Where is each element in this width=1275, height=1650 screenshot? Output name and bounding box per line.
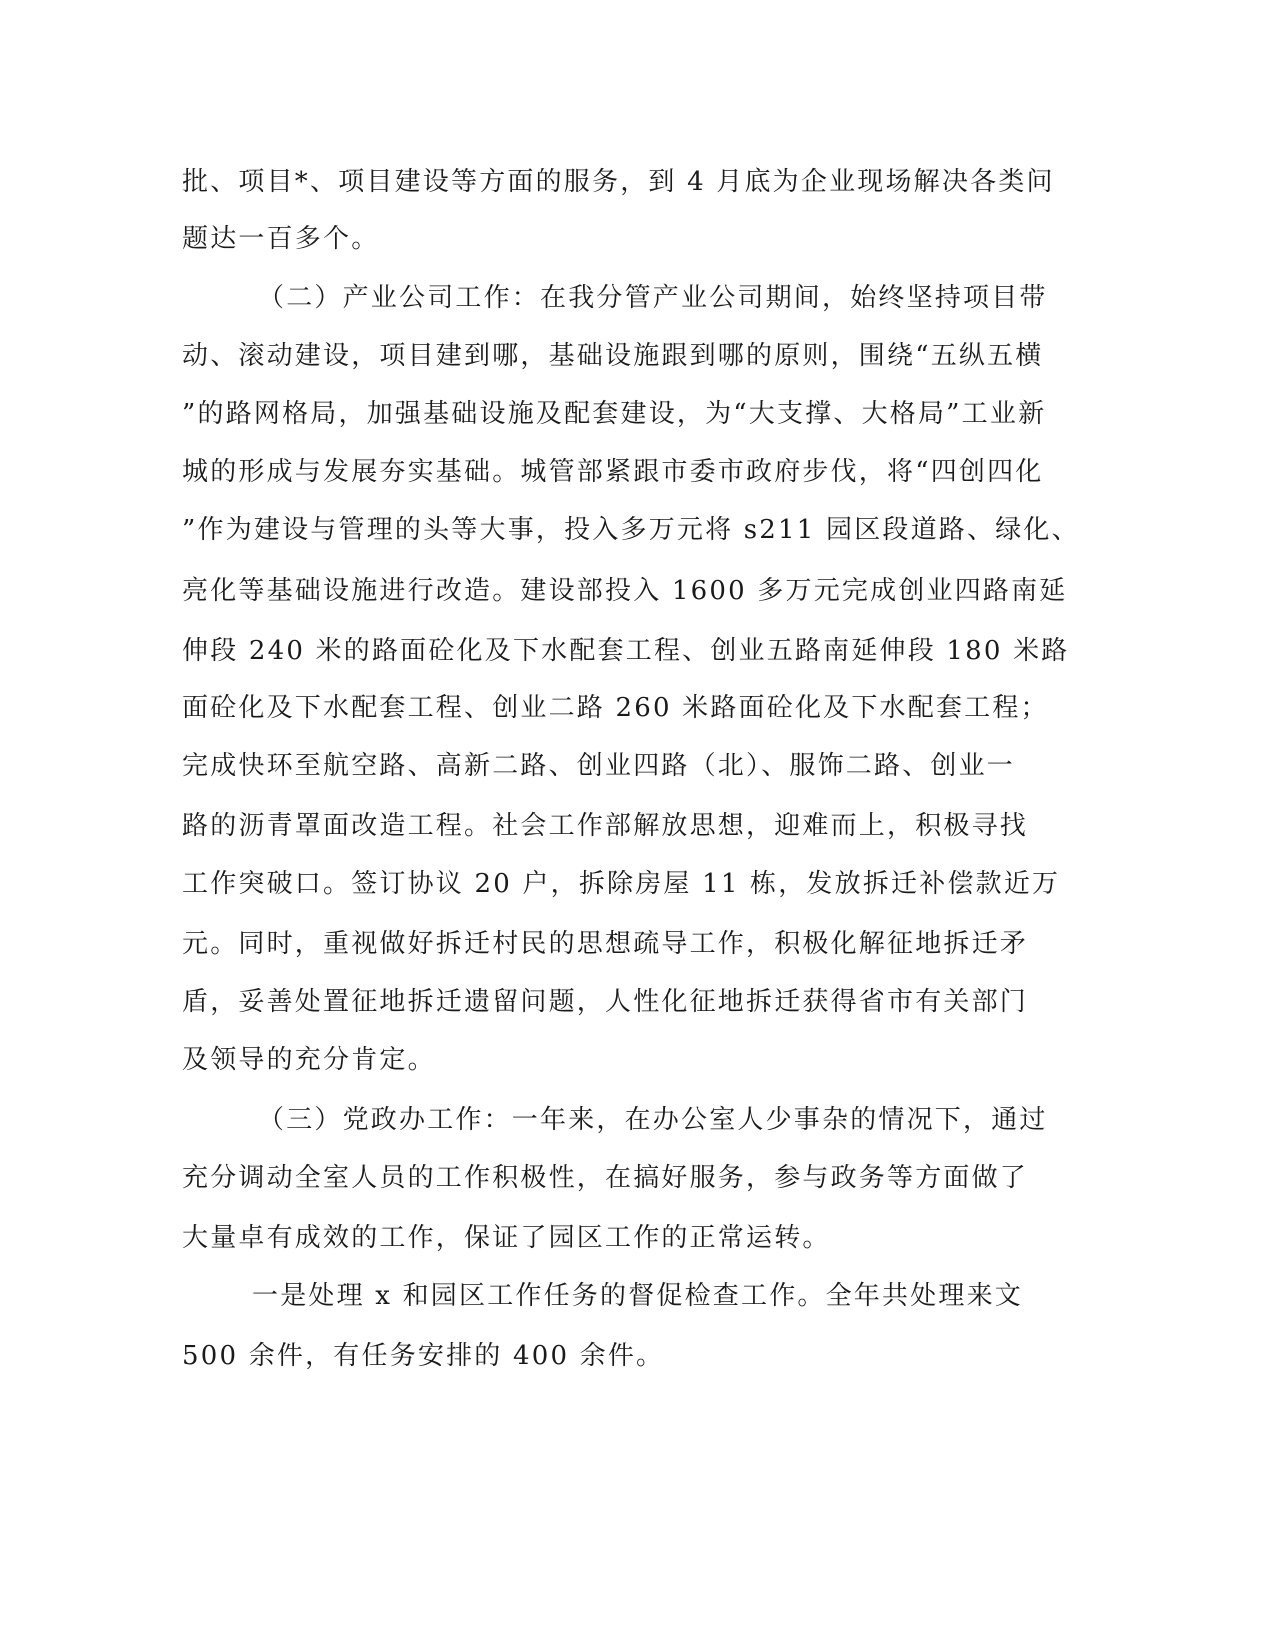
text-line: 大量卓有成效的工作，保证了园区工作的正常运转。 <box>182 1223 831 1253</box>
text-line: 元。同时，重视做好拆迁村民的思想疏导工作，积极化解征地拆迁矛 <box>182 929 1029 959</box>
paragraph-heading-line: （三）党政办工作：一年来，在办公室人少事杂的情况下，通过 <box>258 1105 1048 1135</box>
paragraph-heading-line: （二）产业公司工作：在我分管产业公司期间，始终坚持项目带 <box>258 283 1048 313</box>
text-line: 城的形成与发展夯实基础。城管部紧跟市委市政府步伐，将“四创四化 <box>182 457 1044 487</box>
text-line: 工作突破口。签订协议 20 户，拆除房屋 11 栋，发放拆迁补偿款近万 <box>182 869 1061 899</box>
text-line: 完成快环至航空路、高新二路、创业四路（北）、服饰二路、创业一 <box>182 751 1016 781</box>
paragraph-first-line: 一是处理 x 和园区工作任务的督促检查工作。全年共处理来文 <box>252 1281 1023 1311</box>
text-line: 500 余件，有任务安排的 400 余件。 <box>182 1341 665 1371</box>
text-line: 亮化等基础设施进行改造。建设部投入 1600 多万元完成创业四路南延 <box>182 576 1068 606</box>
text-line: 盾，妥善处置征地拆迁遗留问题，人性化征地拆迁获得省市有关部门 <box>182 987 1029 1017</box>
text-line: 充分调动全室人员的工作积极性，在搞好服务，参与政务等方面做了 <box>182 1163 1029 1193</box>
text-line: 伸段 240 米的路面砼化及下水配套工程、创业五路南延伸段 180 米路 <box>182 636 1070 666</box>
text-line: 批、项目*、项目建设等方面的服务，到 4 月底为企业现场解决各类问 <box>182 167 1055 197</box>
text-line: 题达一百多个。 <box>182 224 380 254</box>
text-line: 面砼化及下水配套工程、创业二路 260 米路面砼化及下水配套工程； <box>182 693 1049 723</box>
text-line: 路的沥青罩面改造工程。社会工作部解放思想，迎难而上，积极寻找 <box>182 811 1029 841</box>
text-line: ”的路网格局，加强基础设施及配套建设，为“大支撑、大格局”工业新 <box>182 399 1047 429</box>
text-line: ”作为建设与管理的头等大事，投入多万元将 s211 园区段道路、绿化、 <box>182 515 1080 545</box>
text-line: 动、滚动建设，项目建到哪，基础设施跟到哪的原则，围绕“五纵五横 <box>182 341 1044 371</box>
text-line: 及领导的充分肯定。 <box>182 1045 436 1075</box>
